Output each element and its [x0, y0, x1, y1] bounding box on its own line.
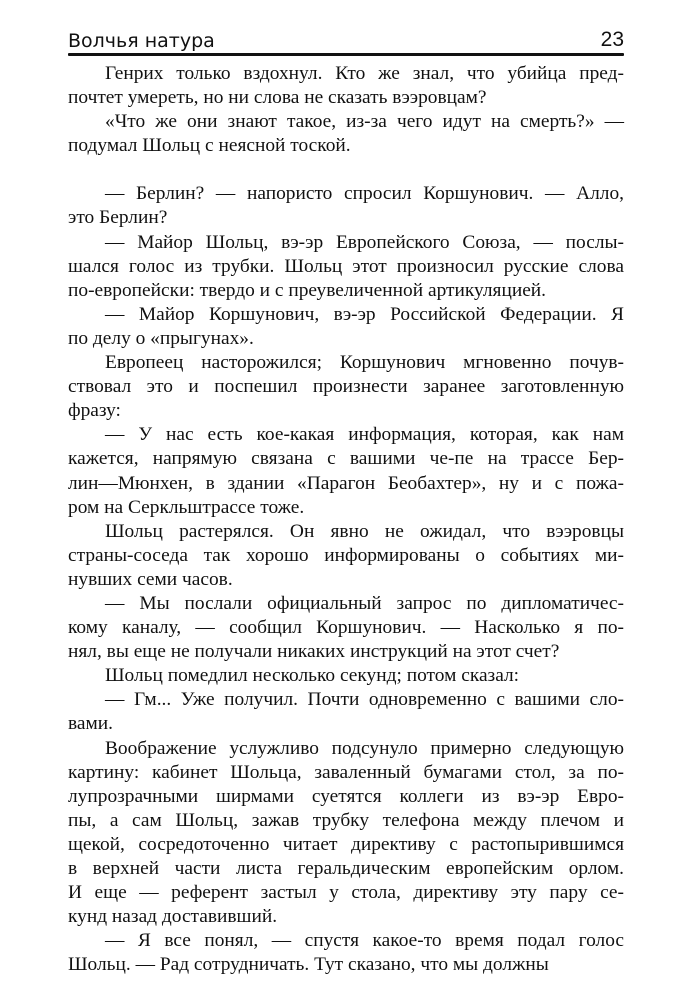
text-line: лупрозрачными ширмами суетятся коллеги из вэ-эр Евро- — [68, 785, 624, 807]
book-page — [68, 22, 624, 977]
text-line: картину: кабинет Шольца, заваленный бумагами стол, за по- — [68, 761, 624, 783]
text-line: — Гм... Уже получил. Почти одновременно с вашими сло- — [105, 689, 624, 711]
paragraph — [68, 423, 624, 519]
text-line: — Мы послали официальный запрос по дипломатичес- — [105, 592, 624, 614]
paragraph — [68, 737, 624, 930]
text-line: «Что же они знают такое, из-за чего идут на смерть?» — — [105, 111, 624, 133]
paragraph — [68, 303, 624, 351]
paragraph — [68, 520, 624, 592]
body-text — [68, 62, 624, 977]
paragraph — [68, 62, 624, 110]
text-line: пы, а сам Шольц, зажав трубку телефона между плечом и — [68, 809, 624, 831]
text-line: — У нас есть кое-какая информация, которая, как нам — [105, 424, 624, 446]
text-line: Шольц растерялся. Он явно не ожидал, что вээровцы — [105, 520, 624, 542]
text-line: в верхней части листа геральдическим европейским орлом. — [68, 858, 624, 879]
text-line: подумал Шольц с неясной тоской. — [68, 135, 351, 157]
text-line: — Майор Коршунович, вэ-эр Российской Федерации. Я — [105, 303, 624, 325]
text-line: — Берлин? — напористо спросил Коршунович. — Алло, — [105, 183, 624, 205]
text-line: — Я все понял, — спустя какое-то время подал голос — [105, 930, 624, 952]
text-line: ствовал это и поспешил произнести заранее заготовленную — [68, 376, 624, 398]
text-line: ром на Серкльштрассе тоже. — [68, 496, 305, 518]
running-header — [68, 22, 624, 52]
text-line: фразу: — [68, 400, 121, 422]
paragraph — [68, 592, 624, 664]
paragraph — [68, 182, 624, 230]
page-number: 23 — [600, 28, 624, 51]
text-line: — Майор Шольц, вэ-эр Европейского Союза, — послы- — [105, 231, 624, 253]
text-line: кунд назад доставивший. — [68, 906, 278, 928]
text-line: Генрих только вздохнул. Кто же знал, что убийца пред- — [105, 63, 624, 84]
text-line: по-европейски: твердо и с преувеличенной артикуляцией. — [68, 279, 547, 301]
text-line: страны-соседа так хорошо информированы о событиях ми- — [68, 544, 624, 566]
paragraph — [68, 110, 624, 158]
text-line: это Берлин? — [68, 207, 168, 229]
text-line: по делу о «прыгунах». — [68, 327, 254, 349]
text-line: шался голос из трубки. Шольц этот произносил русские слова — [68, 255, 624, 277]
text-line: нувших семи часов. — [68, 568, 233, 590]
running-title: Волчья натура — [68, 30, 215, 52]
text-line: лин—Мюнхен, в здании «Парагон Беобахтер», ну и с пожа- — [68, 472, 624, 494]
paragraph — [68, 231, 624, 303]
text-line: Шольц. — Рад сотрудничать. Тут сказано, что мы должны — [68, 954, 549, 976]
paragraph — [68, 664, 624, 688]
text-line: почтет умереть, но ни слова не сказать вээровцам? — [68, 87, 487, 109]
text-line: вами. — [68, 713, 114, 735]
text-line: Воображение услужливо подсунуло примерно следующую — [105, 737, 624, 759]
header-rule — [68, 53, 624, 56]
text-line: И еще — референт застыл у стола, директиву эту пару се- — [68, 882, 624, 904]
text-line: щекой, сосредоточенно читает директиву с растопырившимся — [68, 833, 624, 855]
paragraph — [68, 688, 624, 736]
text-line: Европеец насторожился; Коршунович мгновенно почув- — [105, 352, 624, 374]
text-line: нял, вы еще не получали никаких инструкций на этот счет? — [68, 641, 560, 663]
paragraph — [68, 929, 624, 977]
text-line: кому каналу, — сообщил Коршунович. — Насколько я по- — [68, 617, 624, 639]
text-line: Шольц помедлил несколько секунд; потом сказал: — [105, 665, 520, 687]
paragraph — [68, 351, 624, 423]
text-line: кажется, напрямую связана с вашими че-пе на трассе Бер- — [68, 448, 624, 470]
